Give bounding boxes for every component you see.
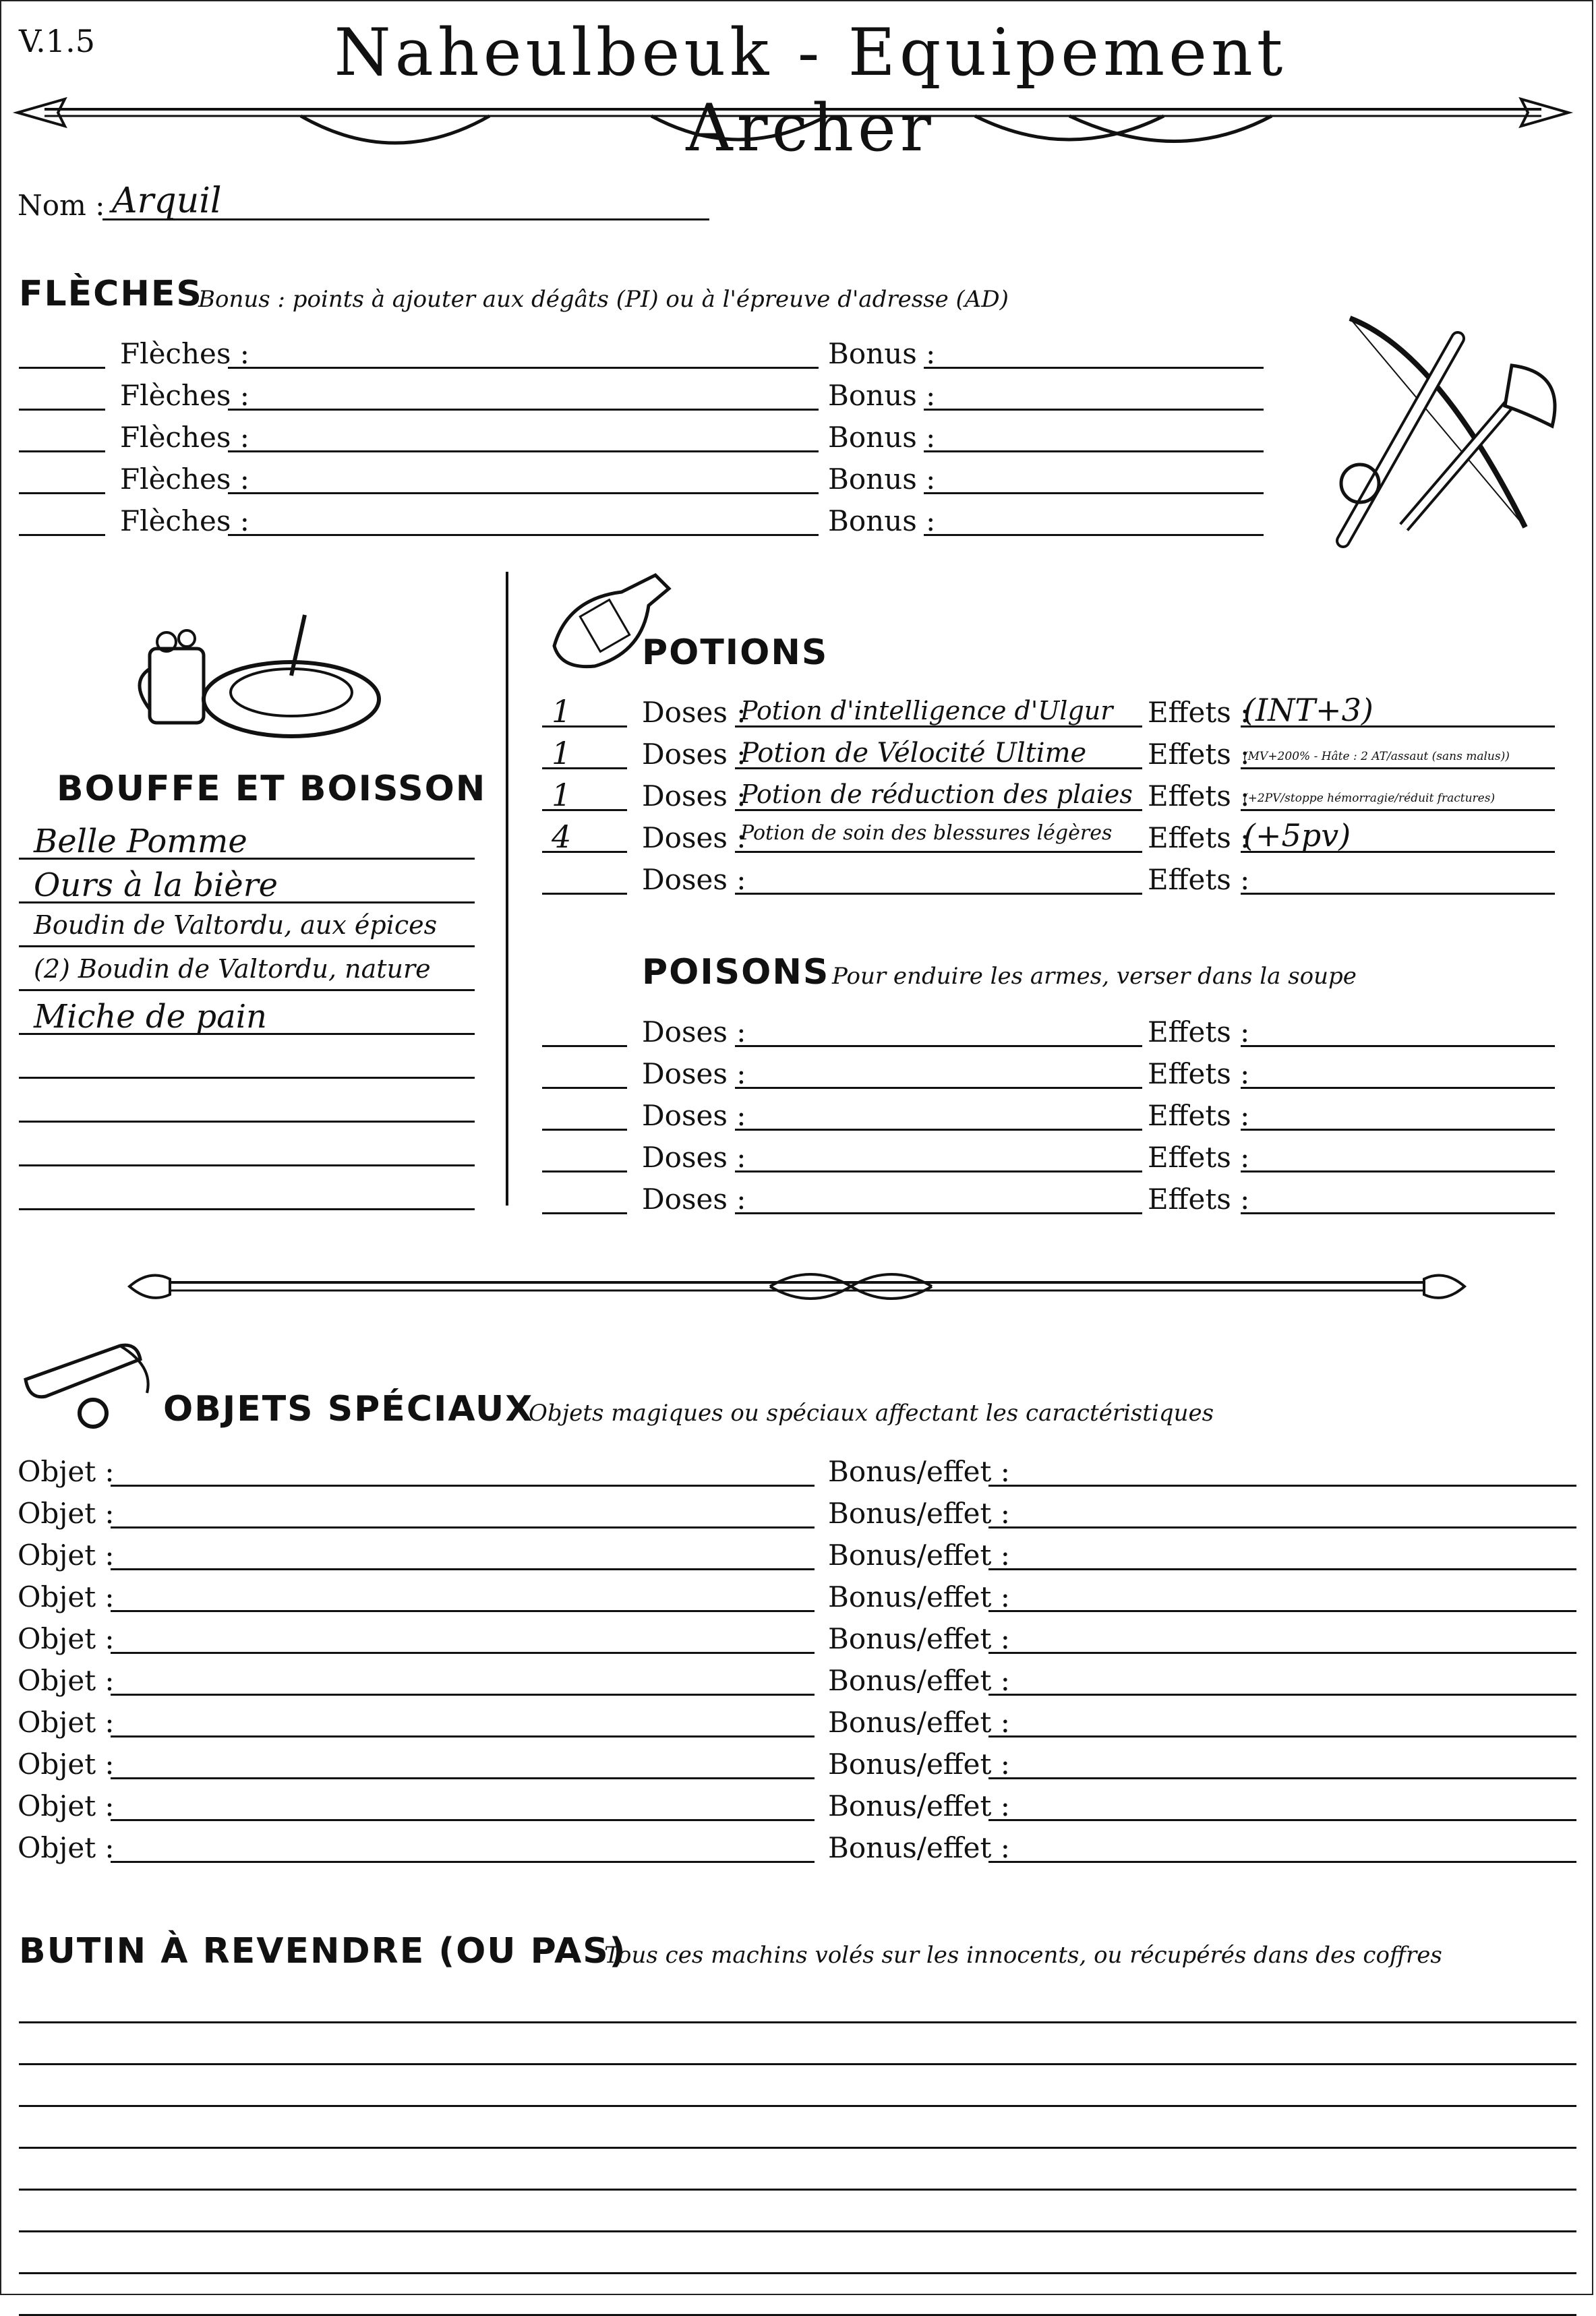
arrow-bonus-field[interactable] [924,338,1264,369]
special-object-field[interactable] [111,1539,815,1570]
potions-qty-field[interactable] [542,863,627,895]
poisons-qty-field[interactable] [542,1015,627,1047]
potions-effects-label: Effets : [1148,738,1250,771]
special-object-field[interactable] [111,1748,815,1779]
potions-name-field[interactable] [735,863,1142,895]
potions-doses-label: Doses : [642,779,746,812]
special-subtitle: Objets magiques ou spéciaux affectant les caractéristiques [529,1400,1214,1427]
potions-name: Potion de Vélocité Ultime [740,738,1087,769]
arrow-qty-field[interactable] [19,380,105,411]
arrow-type-field[interactable] [228,380,819,411]
food-item: Ours à la bière [34,866,278,904]
potions-effect-field[interactable] [1241,692,1555,728]
arrow-bonus-field[interactable] [924,464,1264,494]
potions-qty-field[interactable] [542,779,627,811]
loot-line[interactable] [19,2033,1576,2065]
poisons-effect-field[interactable] [1241,1057,1555,1089]
poisons-effects-label: Effets : [1148,1057,1250,1090]
poisons-effects-label: Effets : [1148,1141,1250,1174]
potions-doses-label: Doses : [642,738,746,771]
potions-name: Potion d'intelligence d'Ulgur [740,696,1113,725]
special-object-field[interactable] [111,1497,815,1528]
potions-name-field[interactable] [735,738,1142,769]
arrow-bonus-field[interactable] [924,380,1264,411]
special-bonus-field[interactable] [988,1622,1576,1654]
food-item: (2) Boudin de Valtordu, nature [34,954,431,984]
scroll-and-ring-icon [19,1339,160,1433]
loot-line[interactable] [19,2284,1576,2316]
special-bonus-field[interactable] [988,1455,1576,1487]
arrows-row-label: Flèches : [120,504,249,537]
food-item-line[interactable] [19,1083,475,1123]
special-object-label: Objet : [18,1831,115,1864]
potions-name-field[interactable] [735,779,1142,811]
potions-doses-label: Doses : [642,696,746,729]
poisons-name-field[interactable] [735,1057,1142,1089]
arrow-type-field[interactable] [228,422,819,452]
loot-line[interactable] [19,2201,1576,2232]
special-bonus-field[interactable] [988,1789,1576,1821]
poisons-qty-field[interactable] [542,1141,627,1172]
special-bonus-label: Bonus/effet : [828,1497,1010,1530]
poisons-subtitle: Pour enduire les armes, verser dans la soupe [832,963,1357,990]
potions-effects-label: Effets : [1148,863,1250,896]
poisons-name-field[interactable] [735,1183,1142,1214]
special-object-field[interactable] [111,1580,815,1612]
poisons-qty-field[interactable] [542,1099,627,1131]
special-bonus-label: Bonus/effet : [828,1580,1010,1613]
poisons-heading: POISONS [642,952,830,992]
staff-divider-icon [129,1262,1465,1309]
special-object-label: Objet : [18,1497,115,1530]
loot-line[interactable] [19,2159,1576,2191]
special-object-label: Objet : [18,1706,115,1739]
loot-line[interactable] [19,2117,1576,2149]
potions-qty-field[interactable] [542,821,627,853]
special-object-label: Objet : [18,1580,115,1613]
potions-qty: 4 [552,819,572,855]
food-item-line[interactable] [19,820,475,860]
page-title: Naheulbeuk - Equipement Archer [334,15,1287,166]
special-object-field[interactable] [111,1664,815,1696]
food-item: Belle Pomme [34,823,247,860]
potions-effect: (INT+3) [1243,692,1373,728]
arrows-subtitle: Bonus : points à ajouter aux dégâts (PI) ou à l'épreuve d'adresse (AD) [198,286,1009,313]
poisons-doses-label: Doses : [642,1099,746,1132]
potions-effect-field[interactable] [1241,817,1555,854]
poisons-effect-field[interactable] [1241,1099,1555,1131]
potions-name-field[interactable] [735,821,1142,853]
potions-doses-label: Doses : [642,863,746,896]
special-object-label: Objet : [18,1748,115,1781]
special-object-label: Objet : [18,1789,115,1822]
special-bonus-label: Bonus/effet : [828,1539,1010,1572]
arrow-type-field[interactable] [228,338,819,369]
potions-doses-label: Doses : [642,821,746,854]
arrows-row-label: Flèches : [120,421,249,454]
version-label: V.1.5 [19,23,95,59]
bow-and-axe-icon [1323,311,1572,554]
poisons-name-field[interactable] [735,1141,1142,1172]
arrow-bonus-label: Bonus : [828,463,936,496]
special-object-label: Objet : [18,1455,115,1488]
potions-name: Potion de réduction des plaies [740,779,1133,809]
special-heading: OBJETS SPÉCIAUX [163,1389,534,1429]
arrow-type-field[interactable] [228,464,819,494]
special-bonus-label: Bonus/effet : [828,1455,1010,1488]
special-bonus-label: Bonus/effet : [828,1748,1010,1781]
special-object-label: Objet : [18,1664,115,1697]
arrows-row-label: Flèches : [120,379,249,412]
potions-qty-field[interactable] [542,735,627,771]
arrow-qty-field[interactable] [19,338,105,369]
food-and-beer-icon [136,608,379,743]
special-object-label: Objet : [18,1539,115,1572]
food-item-line[interactable] [19,908,475,947]
potions-qty-field[interactable] [542,693,627,730]
potions-effects-label: Effets : [1148,696,1250,729]
food-item-line[interactable] [19,951,475,991]
poisons-effect-field[interactable] [1241,1015,1555,1047]
special-object-field[interactable] [111,1706,815,1738]
potions-effects-label: Effets : [1148,779,1250,812]
special-bonus-label: Bonus/effet : [828,1789,1010,1822]
poisons-qty-field[interactable] [542,1057,627,1089]
food-item-line[interactable] [19,1127,475,1166]
special-object-field[interactable] [111,1622,815,1654]
arrow-qty-field[interactable] [19,464,105,494]
arrow-bonus-label: Bonus : [828,379,936,412]
poisons-doses-label: Doses : [642,1015,746,1048]
poisons-effect-field[interactable] [1241,1183,1555,1214]
arrow-bonus-label: Bonus : [828,421,936,454]
special-bonus-field[interactable] [988,1539,1576,1570]
arrow-qty-field[interactable] [19,422,105,452]
poisons-name-field[interactable] [735,1015,1142,1047]
poisons-effects-label: Effets : [1148,1183,1250,1216]
food-item-line[interactable] [19,864,475,903]
poisons-qty-field[interactable] [542,1183,627,1214]
special-bonus-field[interactable] [988,1831,1576,1863]
special-object-field[interactable] [111,1455,815,1487]
poisons-effects-label: Effets : [1148,1015,1250,1048]
poisons-effects-label: Effets : [1148,1099,1250,1132]
poisons-doses-label: Doses : [642,1057,746,1090]
poisons-effect-field[interactable] [1241,1141,1555,1172]
special-bonus-field[interactable] [988,1664,1576,1696]
poisons-doses-label: Doses : [642,1183,746,1216]
special-bonus-label: Bonus/effet : [828,1831,1010,1864]
arrow-bonus-field[interactable] [924,422,1264,452]
loot-line[interactable] [19,2075,1576,2107]
potions-heading: POTIONS [642,632,829,673]
food-item-line[interactable] [19,1039,475,1079]
arrow-bonus-label: Bonus : [828,504,936,537]
special-bonus-field[interactable] [988,1748,1576,1779]
potions-effect-field[interactable] [1241,863,1555,895]
food-item: Miche de pain [34,998,267,1036]
food-item-line[interactable] [19,995,475,1035]
potions-effect: (+5pv) [1243,817,1351,854]
special-object-field[interactable] [111,1831,815,1863]
name-field[interactable] [102,181,709,221]
potions-effect-field[interactable] [1241,779,1555,811]
special-object-label: Objet : [18,1622,115,1655]
potions-qty: 1 [552,735,572,771]
potions-effect-field[interactable] [1241,738,1555,769]
potions-qty: 1 [552,777,572,813]
arrow-bonus-field[interactable] [924,506,1264,536]
arrows-heading: FLÈCHES [19,274,203,314]
loot-line[interactable] [19,2243,1576,2274]
loot-subtitle: Tous ces machins volés sur les innocents, ou récupérés dans des coffres [604,1942,1442,1969]
spear-divider-icon [18,89,1568,150]
special-bonus-field[interactable] [988,1497,1576,1528]
special-bonus-label: Bonus/effet : [828,1706,1010,1739]
potions-name: Potion de soin des blessures légères [740,821,1113,845]
special-object-field[interactable] [111,1789,815,1821]
potions-name-field[interactable] [735,696,1142,728]
loot-heading: BUTIN À REVENDRE (OU PAS) [19,1931,627,1971]
special-bonus-field[interactable] [988,1706,1576,1738]
special-bonus-field[interactable] [988,1580,1576,1612]
poisons-name-field[interactable] [735,1099,1142,1131]
potions-effect: (+2PV/stoppe hémorragie/réduit fractures) [1243,792,1496,805]
arrow-type-field[interactable] [228,506,819,536]
food-item-line[interactable] [19,1170,475,1210]
arrow-bonus-label: Bonus : [828,337,936,370]
special-bonus-label: Bonus/effet : [828,1622,1010,1655]
arrows-row-label: Flèches : [120,463,249,496]
poisons-doses-label: Doses : [642,1141,746,1174]
name-value: Arquil [112,181,222,221]
potions-effect: (MV+200% - Hâte : 2 AT/assaut (sans malus)) [1243,750,1510,763]
special-bonus-label: Bonus/effet : [828,1664,1010,1697]
column-divider [506,572,508,1206]
arrows-row-label: Flèches : [120,337,249,370]
potions-effects-label: Effets : [1148,821,1250,854]
potions-qty: 1 [552,693,572,730]
name-label: Nom : [18,189,105,222]
arrow-qty-field[interactable] [19,506,105,536]
food-heading: BOUFFE ET BOISSON [57,769,487,809]
food-item: Boudin de Valtordu, aux épices [34,910,438,940]
loot-line[interactable] [19,1992,1576,2023]
